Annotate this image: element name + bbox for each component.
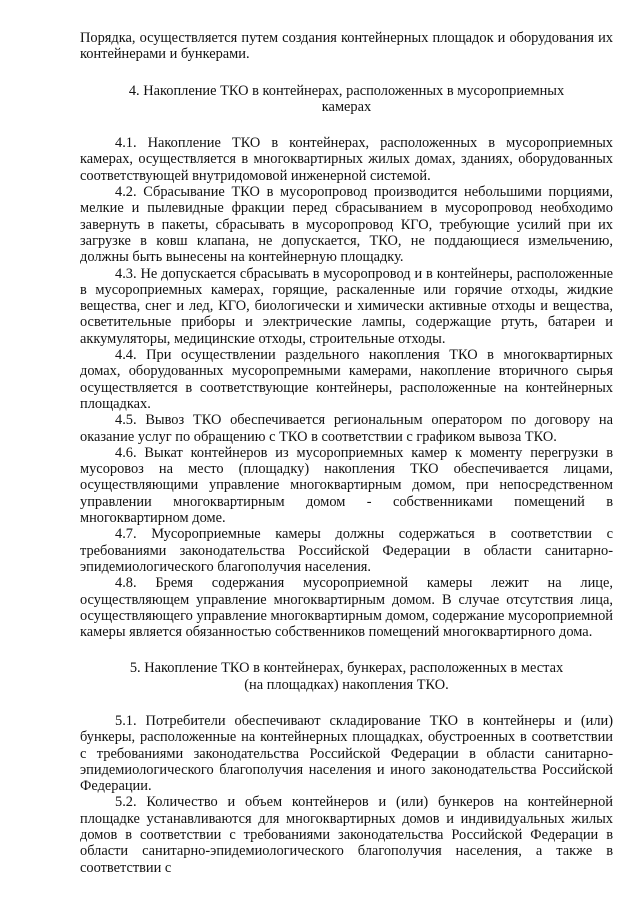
- intro-paragraph: Порядка, осуществляется путем создания контейнерных площадок и оборудования их контейнерами и бункерами.: [80, 30, 613, 63]
- paragraph-4-1: 4.1. Накопление ТКО в контейнерах, расположенных в мусороприемных камерах, осуществляется в многоквартирных жилых домах, зданиях, оборудованных соответствующей внутридомовой инженерной системой.: [80, 135, 613, 184]
- paragraph-4-3: 4.3. Не допускается сбрасывать в мусоропровод и в контейнеры, расположенные в мусороприемных камерах, горящие, раскаленные или горячие отходы, жидкие вещества, снег и лед, КГО, биологически и химически активные отходы и вещества, осветительные приборы и электрические лампы, содержащие ртуть, батареи и аккумуляторы, медицинские отходы, строительные отходы.: [80, 265, 613, 347]
- paragraph-4-5: 4.5. Вывоз ТКО обеспечивается региональным оператором по договору на оказание услуг по обращению с ТКО в соответствии с графиком вывоза ТКО.: [80, 412, 613, 445]
- document-page: [80, 30, 613, 876]
- paragraph-4-8: 4.8. Бремя содержания мусороприемной камеры лежит на лице, осуществляющем управление многоквартирным домом. В случае отсутствия лица, осуществляющего управление многоквартирным домом, содержание мусороприемной камеры является обязанностью собственников помещений многоквартирного дома.: [80, 575, 613, 641]
- section-4-heading: 4. Накопление ТКО в контейнерах, расположенных в мусороприемных камерах: [128, 82, 565, 115]
- paragraph-5-2: 5.2. Количество и объем контейнеров и (или) бункеров на контейнерной площадке устанавливаются для многоквартирных домов и индивидуальных жилых домов в соответствии с требованиями законодательства Российской Федерации в области санитарно-эпидемиологического благополучия населения, а также в соответствии с: [80, 794, 613, 876]
- paragraph-4-2: 4.2. Сбрасывание ТКО в мусоропровод производится небольшими порциями, мелкие и пылевидные фракции перед сбрасыванием в мусоропровод необходимо завернуть в пакеты, сбрасывать в мусоропровод КГО, требующие усилий при их загрузке в ковш клапана, не допускается, ТКО, не поддающиеся измельчению, должны быть вынесены на контейнерную площадку.: [80, 184, 613, 266]
- paragraph-5-1: 5.1. Потребители обеспечивают складирование ТКО в контейнеры и (или) бункеры, расположенные на контейнерных площадках, обустроенных в соответствии с требованиями законодательства Российской Федерации в области санитарно-эпидемиологического благополучия населения и иного законодательства Российской Федерации.: [80, 712, 613, 795]
- section-5-heading: 5. Накопление ТКО в контейнерах, бункерах, расположенных в местах (на площадках) накопления ТКО.: [129, 660, 564, 693]
- paragraph-4-6: 4.6. Выкат контейнеров из мусороприемных камер к моменту перегрузки в мусоровоз на место (площадку) накопления ТКО обеспечивается лицами, осуществляющими управление многоквартирным домом, при непосредственном управлении многоквартирным домом - собственниками помещений в многоквартирном доме.: [80, 444, 613, 527]
- paragraph-4-4: 4.4. При осуществлении раздельного накопления ТКО в многоквартирных домах, оборудованных мусоропремными камерами, накопление вторичного сырья осуществляется в соответствующие контейнеры, расположенные на контейнерных площадках.: [80, 347, 613, 412]
- paragraph-4-7: 4.7. Мусороприемные камеры должны содержаться в соответствии с требованиями законодательства Российской Федерации в области санитарно-эпидемиологического благополучия населения.: [80, 526, 613, 575]
